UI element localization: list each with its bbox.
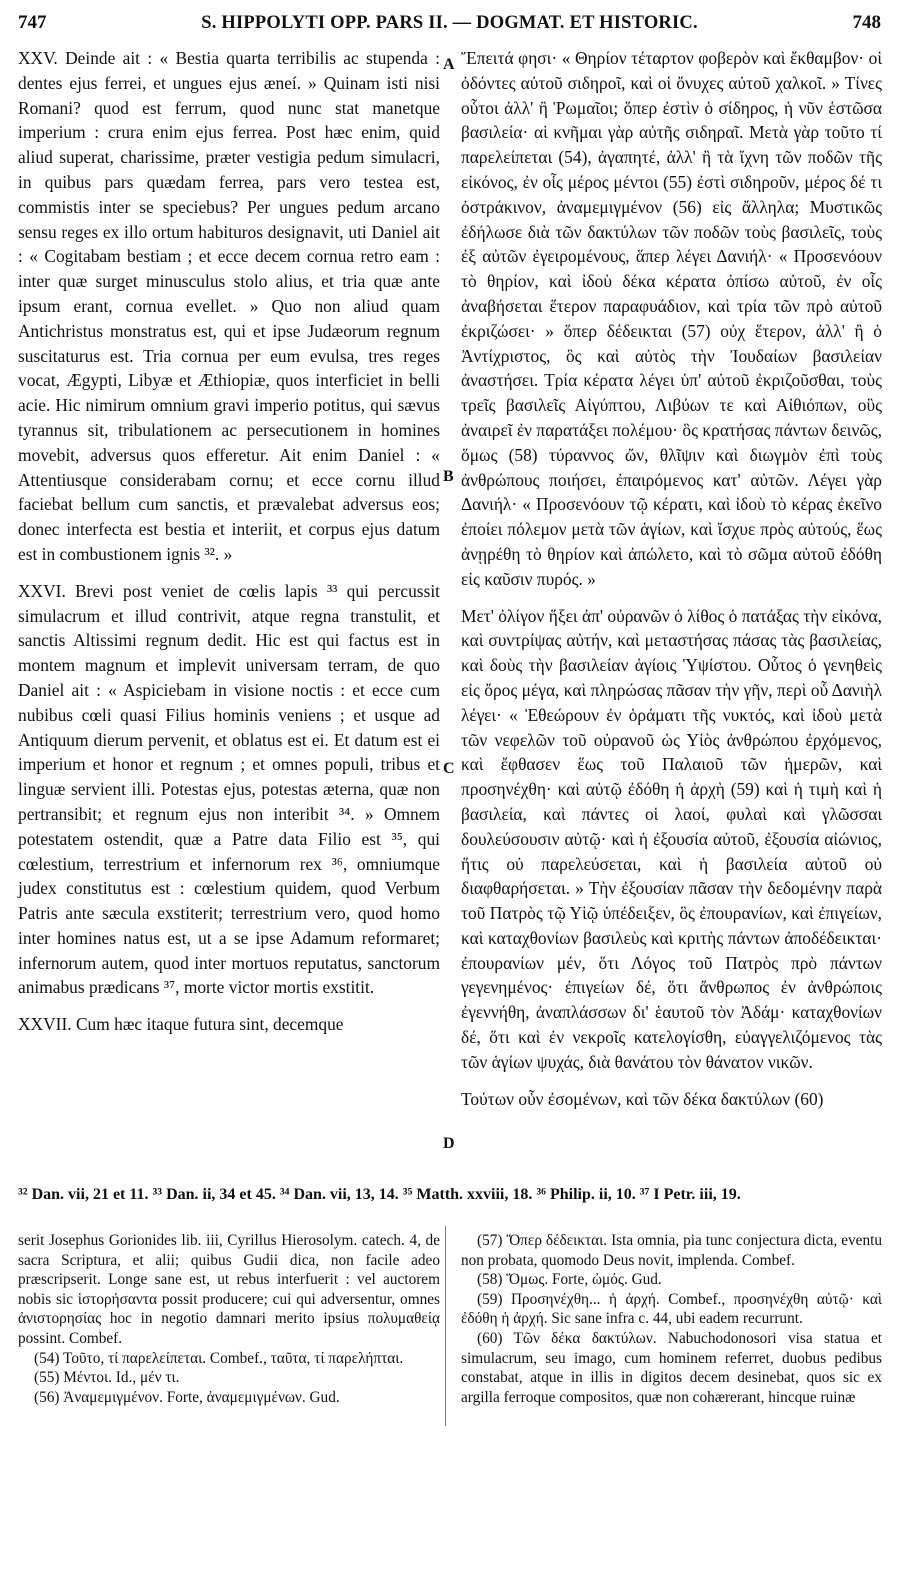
note-left-1: serit Josephus Gorionides lib. iii, Cyrillus Hierosolym. catech. 4, de sacra Scriptura, et alii; quibus Gudii dica, non facile adeo præscripserit. Longe sane est, ut rebus interfuerit : vel auctorem nobis sic ἱστορήσαντα possit producere; cui qui adversentur, omnes ἀνιστορησίας hoc in negotio damnari merito ipsius πολυμαθείᾳ possint. Combef.: [18, 1232, 440, 1347]
running-header: [18, 12, 881, 42]
scripture-footnotes: ³² Dan. vii, 21 et 11. ³³ Dan. ii, 34 et 45. ³⁴ Dan. vii, 13, 14. ³⁵ Matth. xxviii, 18. ³⁶ Philip. ii, 10. ³⁷ I Petr. iii, 19.: [18, 1186, 741, 1203]
note-59: (59) Προσηνέχθη... ἡ ἀρχή. Combef., προσηνέχθη αὐτῷ· καὶ ἐδόθη ἡ ἀρχή. Sic sane infra c. 44, ubi eadem recurrunt.: [461, 1290, 882, 1328]
latin-chapter-27: XXVII. Cum hæc itaque futura sint, decemque: [18, 1014, 344, 1035]
note-55: (55) Μέντοι. Id., μέν τι.: [34, 1369, 180, 1387]
note-60: (60) Τῶν δέκα δακτύλων. Nabuchodonosori visa statua et simulacrum, seu imago, cum hominem referret, duobus pedibus constabat, atque in illis in digitos decem desinebat, quos sic ex argilla ferroque compositos, quæ non cohærerant, hincque ruinæ: [461, 1329, 882, 1406]
note-58: (58) Ὅμως. Forte, ὠμός. Gud.: [477, 1271, 662, 1289]
note-56: (56) Ἀναμεμιγμένον. Forte, ἀναμεμιγμένων. Gud.: [34, 1388, 340, 1406]
greek-column: [461, 46, 882, 1121]
notes-left-column: [18, 1231, 440, 1407]
greek-paragraph-3: Τούτων οὖν ἐσομένων, καὶ τῶν δέκα δακτύλων (60): [461, 1088, 824, 1109]
margin-letter-b: B: [443, 468, 454, 485]
page-number-left: 747: [18, 12, 47, 33]
running-title: S. HIPPOLYTI OPP. PARS II. — DOGMAT. ET HISTORIC.: [201, 13, 698, 33]
margin-letter-c: C: [443, 760, 455, 777]
notes-right-column: [461, 1231, 882, 1407]
latin-column: [18, 46, 440, 1047]
note-54: (54) Τοῦτο, τί παρελείπεται. Combef., ταῦτα, τί παρελήπται.: [34, 1349, 404, 1367]
latin-chapter-26: XXVI. Brevi post veniet de cœlis lapis ³³ qui percussit simulacrum et illud contrivit, atque regna transtulit, et sanctis Altissimi regnum dedit. Hic est qui factus est in montem magnum et implevit universam terram, de quo Daniel ait : « Aspiciebam in visione noctis : et ecce cum nubibus cœli quasi Filius hominis veniens ; et usque ad Antiquum dierum pervenit, et oblatus est ei. Et datum est ei imperium et honor et regnum ; et omnes populi, tribus et linguæ servient illi. Potestas ejus, potestas æterna, quæ non pertransibit; et regnum ejus non interibit ³⁴. » Omnem potestatem ostendit, quæ a Patre data Filio est ³⁵, qui cœlestium, terrestrium et infernorum rex ³⁶, omniumque judex constitutus est : cœlestium quidem, quod Verbum Patris ante sæcula exstiterit; terrestrium vero, quod homo inter homines natus est, ut a se ipse Adamum reformaret; infernorum autem, quod inter mortuos reputatus, sanctorum animabus prædicans ³⁷, morte victor mortis exstitit.: [18, 580, 440, 998]
note-57: (57) Ὅπερ δέδεικται. Ista omnia, pia tunc conjectura dicta, eventu non probata, quomodo Deus novit, implenda. Combef.: [461, 1232, 882, 1269]
greek-paragraph-1: Ἔπειτά φησι· « Θηρίον τέταρτον φοβερὸν καὶ ἔκθαμβον· οἱ ὀδόντες αὐτοῦ σιδηροῖ, καὶ οἱ ὄνυχες αὐτοῦ χαλκοῖ. » Τίνες οὗτοι ἀλλ' ἢ Ῥωμαῖοι; ὅπερ ἐστὶν ὁ σίδηρος, ἡ νῦν ἑστῶσα βασιλεία· αἱ κνῆμαι γὰρ αὐτῆς σιδηραῖ. Μετὰ γὰρ τοῦτο τί παρελείπεται (54), ἀγαπητέ, ἀλλ' ἢ τὰ ἴχνη τῶν ποδῶν τῆς εἰκόνος, ἐν οἷς μέρος μέντοι (55) ἐστὶ σιδηροῦν, μέρος δέ τι ὀστράκινον, ἀναμεμιγμένον (56) εἰς ἄλληλα; Μυστικῶς ἐδήλωσε διὰ τῶν δακτύλων τῶν ποδῶν τοὺς βασιλεῖς, τοὺς ἐξ αὐτῶν ἐγειρομένους, ἅπερ λέγει Δανιήλ· « Προσενόουν τὸ θηρίον, καὶ ἰδοὺ δέκα κέρατα ὀπίσω αὐτοῦ, ἐν οἷς ἀναβήσεται ἕτερον παραφυάδιον, καὶ τρία τῶν πρὸ αὐτοῦ ἐκριζώσει· » ὅπερ δέδεικται (57) οὐχ ἕτερον, ἀλλ' ἢ ὁ Ἀντίχριστος, ὃς καὶ αὐτὸς τὴν Ἰουδαίων βασιλείαν ἀναστήσει. Τρία κέρατα λέγει ὑπ' αὐτοῦ ἐκριζοῦσθαι, τοὺς τρεῖς βασιλεῖς Αἰγύπτου, Λιβύων τε καὶ Αἰθιόπων, οὓς ἀναιρεῖ ἐν παρατάξει πολέμου· ὃς κρατήσας πάντων δεινῶς, ὅμως (58) τύραννος ὤν, θλῖψιν καὶ διωγμὸν ἐπὶ τοὺς ἀνθρώπους ποιήσει, ἐπαιρόμενος κατ' αὐτῶν. Λέγει γὰρ Δανιήλ· « Προσενόουν τῷ κέρατι, καὶ ἰδοὺ τὸ κέρας ἐκεῖνο ἐποίει πόλεμον μετὰ τῶν ἁγίων, καὶ ἴσχυε πρὸς αὐτούς, ἕως ἀνῃρέθη τὸ θηρίον καὶ ἀπώλετο, καὶ τὸ σῶμα αὐτοῦ ἐδόθη εἰς καῦσιν πυρός. »: [461, 48, 882, 589]
margin-letter-d: D: [443, 1135, 455, 1152]
page-number-right: 748: [852, 12, 881, 33]
latin-chapter-25: XXV. Deinde ait : « Bestia quarta terribilis ac stupenda : dentes ejus ferrei, et ungues ejus æneí. » Quinam isti nisi Romani? quod est ferrum, quod nunc stat manetque imperium : crura enim ejus ferrea. Post hæc enim, quid aliud superat, charissime, præter vestigia pedum simulacri, in quibus pars quædam ferrea, pars vero testea est, commistis inter se speciebus? Per ungues pedum arcano sensu reges ex illo ortum habituros designavit, uti Daniel ait : « Cogitabam bestiam ; et ecce decem cornua retro eam : inter quæ surget minusculus stolo alius, et tria quæ ante ipsum erant, cornua evellet. » Quo non aliud quam Antichristus monstratus est, qui et ipse Judæorum regnum suscitaturus est. Tria cornua per eum evulsa, tres reges vocat, Ægypti, Libyæ et Æthiopiæ, quos interficiet in belli acie. Hic nimirum omnium gravi imperio potitus, qui sævus tyrannus sit, tribulationem ac persecutionem in homines movebit, adversus quos efferetur. Ait enim Daniel : « Attentiusque considerabam cornu; et ecce cornu illud faciebat bellum cum sanctis, et prævalebat adversus eos; donec interfecta est bestia et interiit, et corpus ejus datum est in combustionem ignis ³². »: [18, 48, 440, 564]
greek-paragraph-2: Μετ' ὀλίγον ἥξει ἀπ' οὐρανῶν ὁ λίθος ὁ πατάξας τὴν εἰκόνα, καὶ συντρίψας αὐτήν, καὶ μεταστήσας πάσας τὰς βασιλείας, καὶ δοὺς τὴν βασιλείαν ἁγίοις Ὑψίστου. Οὗτος ὁ γενηθεὶς εἰς ὄρος μέγα, καὶ πληρώσας πᾶσαν τὴν γῆν, περὶ οὗ Δανιὴλ λέγει· « Ἐθεώρουν ἐν ὁράματι τῆς νυκτός, καὶ ἰδοὺ μετὰ τῶν νεφελῶν τοῦ οὐρανοῦ ὡς Υἱὸς ἀνθρώπου ἐρχόμενος, καὶ ἔφθασεν ἕως τοῦ Παλαιοῦ τῶν ἡμερῶν, καὶ προσηνέχθη· καὶ αὐτῷ ἐδόθη ἡ ἀρχὴ (59) καὶ ἡ τιμὴ καὶ ἡ βασιλεία, καὶ πάντες οἱ λαοί, φυλαὶ καὶ γλῶσσαι δουλεύσουσιν αὐτῷ· καὶ ἡ ἐξουσία αὐτοῦ, ἐξουσία αἰώνιος, ἥτις οὐ παρελεύσεται, καὶ ἡ βασιλεία αὐτοῦ οὐ διαφθαρήσεται. » Τὴν ἐξουσίαν πᾶσαν τὴν δεδομένην παρὰ τοῦ Πατρὸς τῷ Υἱῷ ὑπέδειξεν, ὃς ἐπουρανίων, καὶ ἐπιγείων, καὶ καταχθονίων βασιλεὺς καὶ κριτὴς πάντων ἀποδέδεικται· ἐπουρανίων μέν, ὅτι Λόγος τοῦ Πατρὸς πρὸ πάντων γεγενημένος· ἐπιγείων δέ, ὅτι ἄνθρωπος ἐν ἀνθρώποις ἐγεννήθη, ἀναπλάσσων δι' ἑαυτοῦ τὸν Ἀδάμ· καταχθονίων δέ, ὅτι καὶ ἐν νεκροῖς κατελογίσθη, εὐαγγελιζόμενος τὰς τῶν ἁγίων ψυχάς, διὰ θανάτου τὸν θάνατον νικῶν.: [461, 605, 882, 1072]
notes-column-divider: [445, 1226, 446, 1426]
margin-letter-a: A: [443, 56, 455, 73]
